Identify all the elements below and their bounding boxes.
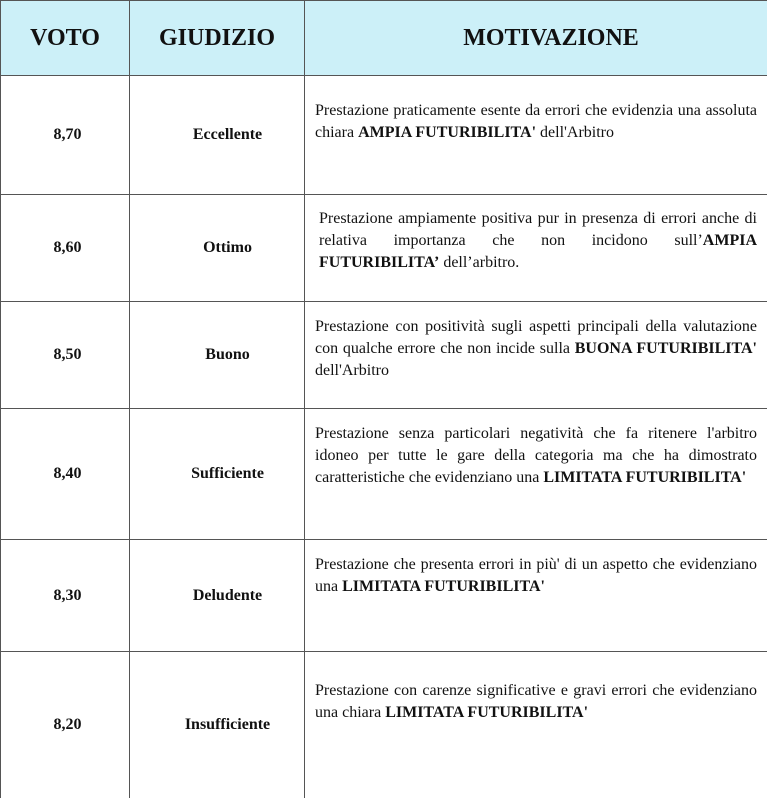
giudizio-cell: Deludente <box>130 540 305 652</box>
giudizio-cell: Sufficiente <box>130 409 305 540</box>
table-row <box>1 195 767 302</box>
motivazione-tail: dell'Arbitro <box>315 362 389 379</box>
giudizio-cell: Eccellente <box>130 76 305 195</box>
motivazione-text <box>319 208 757 274</box>
motivazione-plain: Prestazione praticamente esente da errori che evidenzia una assoluta chiara <box>315 102 757 141</box>
table-row <box>1 652 767 798</box>
header-giudizio: GIUDIZIO <box>130 1 305 76</box>
header-motivazione: MOTIVAZIONE <box>305 1 767 76</box>
motivazione-plain: Prestazione con carenze significative e gravi errori che evidenziano una chiara <box>315 682 757 721</box>
giudizio-cell: Ottimo <box>130 195 305 302</box>
motivazione-bold: AMPIA FUTURIBILITA’ <box>319 232 757 271</box>
voto-cell: 8,50 <box>1 302 130 409</box>
table-row <box>1 540 767 652</box>
giudizio-cell: Insufficiente <box>130 652 305 798</box>
header-voto: VOTO <box>1 1 130 76</box>
voto-cell: 8,60 <box>1 195 130 302</box>
motivazione-plain: Prestazione che presenta errori in più' di un aspetto che evidenziano una <box>315 556 757 595</box>
table-row <box>1 409 767 540</box>
table-header <box>1 1 767 76</box>
motivazione-text <box>315 554 757 598</box>
voto-cell: 8,20 <box>1 652 130 798</box>
motivazione-plain: Prestazione ampiamente positiva pur in presenza di errori anche di relativa importanza che non incidono sull’ <box>319 210 757 249</box>
motivazione-tail: dell’arbitro. <box>439 254 519 271</box>
voto-cell: 8,40 <box>1 409 130 540</box>
header-row <box>1 1 767 76</box>
motivazione-bold: AMPIA FUTURIBILITA' <box>358 124 536 141</box>
motivazione-tail: dell'Arbitro <box>536 124 614 141</box>
voto-cell: 8,30 <box>1 540 130 652</box>
motivazione-text <box>315 423 757 489</box>
motivazione-bold: BUONA FUTURIBILITA' <box>575 340 757 357</box>
motivazione-text <box>315 680 757 724</box>
motivazione-cell <box>305 195 767 302</box>
motivazione-cell <box>305 76 767 195</box>
motivazione-text <box>315 316 757 382</box>
voto-cell: 8,70 <box>1 76 130 195</box>
motivazione-cell <box>305 540 767 652</box>
motivazione-cell <box>305 409 767 540</box>
motivazione-bold: LIMITATA FUTURIBILITA' <box>385 704 588 721</box>
motivazione-plain: Prestazione senza particolari negatività che fa ritenere l'arbitro idoneo per tutte le gare della categoria ma che ha dimostrato caratteristiche che evidenziano una <box>315 425 757 486</box>
motivazione-cell <box>305 652 767 798</box>
table-row <box>1 302 767 409</box>
motivazione-cell <box>305 302 767 409</box>
motivazione-bold: LIMITATA FUTURIBILITA' <box>342 578 545 595</box>
motivazione-text <box>315 100 757 144</box>
motivazione-plain: Prestazione con positività sugli aspetti principali della valutazione con qualche errore che non incide sulla <box>315 318 757 357</box>
table-row <box>1 76 767 195</box>
motivazione-bold: LIMITATA FUTURIBILITA' <box>543 469 746 486</box>
giudizio-cell: Buono <box>130 302 305 409</box>
